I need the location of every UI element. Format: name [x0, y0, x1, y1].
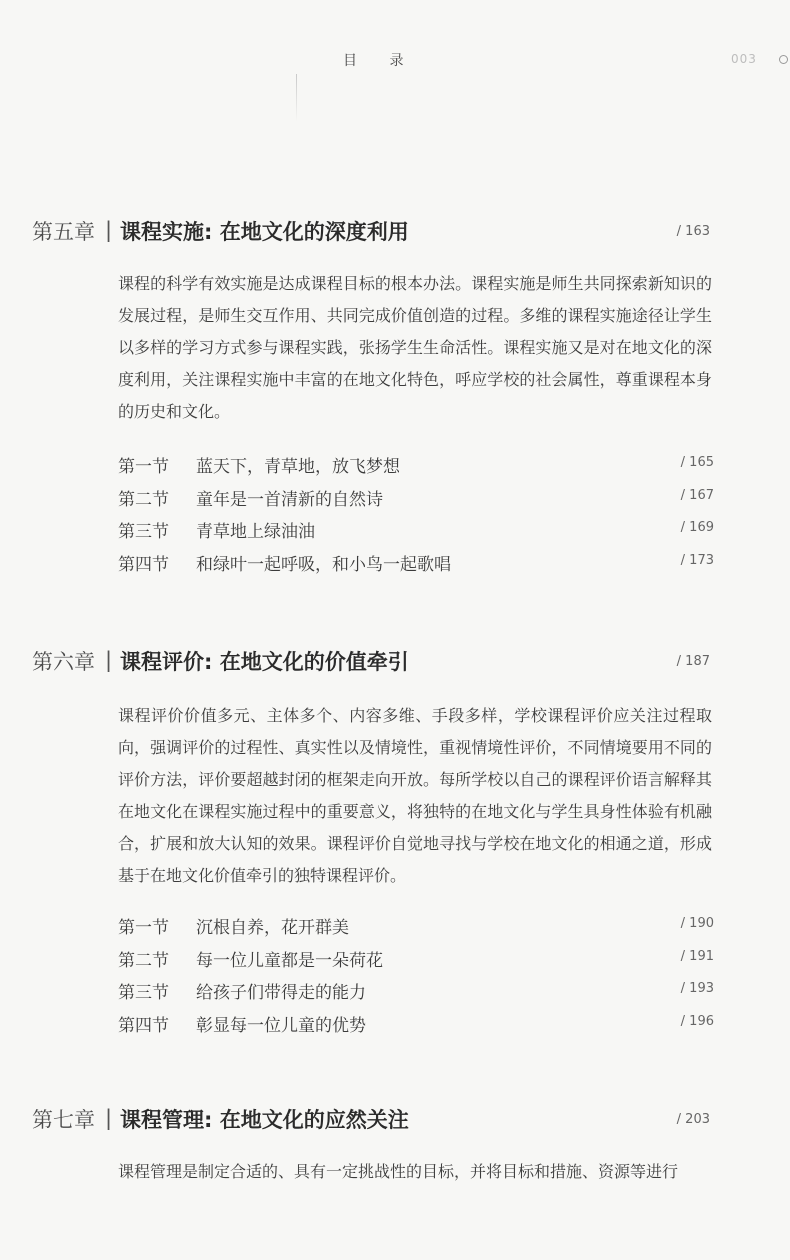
section-title: 每一位儿童都是一朵荷花: [196, 950, 383, 971]
section-entry[interactable]: [118, 452, 714, 485]
toc-title: 目 录: [343, 53, 418, 69]
section-page: / 193: [680, 981, 714, 996]
section-number: 第一节: [118, 918, 169, 938]
chapter-6: [32, 646, 716, 1036]
section-page: / 169: [680, 520, 714, 535]
section-entry[interactable]: [118, 978, 714, 1011]
section-page: / 191: [680, 948, 714, 964]
circle-mark-icon: [779, 55, 788, 64]
decorative-line: [296, 74, 297, 122]
section-title: 和绿叶一起呼吸，和小鸟一起歌唱: [196, 554, 451, 575]
section-title: 彰显每一位儿童的优势: [196, 1015, 366, 1036]
section-title: 沉根自养，花开群美: [196, 918, 349, 938]
chapter-label: 第六章: [32, 650, 95, 674]
section-page: / 196: [680, 1013, 714, 1029]
chapter-page: / 163: [676, 224, 710, 239]
chapter-label: 第五章: [32, 220, 95, 244]
section-title: 给孩子们带得走的能力: [196, 983, 366, 1003]
chapter-heading[interactable]: [32, 1104, 716, 1138]
section-number: 第二节: [118, 489, 169, 510]
chapter-7: [32, 1104, 716, 1181]
chapter-description: 课程的科学有效实施是达成课程目标的根本办法。课程实施是师生共同探索新知识的发展过程，是师生交互作用、共同完成价值创造的过程。多维的课程实施途径让学生以多样的学习方式参与课程实践，张扬学生生命活性。课程实施又是对在地文化的深度利用，关注课程实施中丰富的在地文化特色，呼应学校的社会属性，尊重课程本身的历史和文化。: [118, 274, 712, 421]
chapter-title: 课程管理: 在地文化的应然关注: [120, 1108, 409, 1132]
section-page: / 167: [680, 487, 714, 503]
page-number: 003: [731, 52, 757, 66]
chapter-title: 课程实施: 在地文化的深度利用: [120, 220, 409, 244]
separator-bar: |: [105, 648, 113, 672]
section-number: 第二节: [118, 950, 169, 971]
chapter-description: 课程管理是制定合适的、具有一定挑战性的目标，并将目标和措施、资源等进行: [118, 1162, 679, 1181]
separator-bar: |: [105, 1106, 113, 1130]
section-list: [118, 452, 714, 582]
separator-bar: |: [105, 218, 113, 242]
section-entry[interactable]: [118, 946, 714, 979]
chapter-page: / 203: [676, 1112, 710, 1127]
section-number: 第四节: [118, 554, 169, 575]
section-title: 蓝天下，青草地，放飞梦想: [196, 457, 400, 477]
chapter-heading[interactable]: [32, 216, 716, 250]
section-number: 第一节: [118, 457, 169, 477]
section-entry[interactable]: [118, 550, 714, 583]
section-number: 第四节: [118, 1015, 169, 1036]
chapter-title: 课程评价: 在地文化的价值牵引: [120, 650, 409, 674]
section-entry[interactable]: [118, 517, 714, 550]
section-entry[interactable]: [118, 485, 714, 518]
section-title: 青草地上绿油油: [196, 522, 315, 542]
section-page: / 165: [680, 455, 714, 470]
section-list: [118, 913, 714, 1043]
chapter-description: 课程评价价值多元、主体多个、内容多维、手段多样，学校课程评价应关注过程取向，强调评价的过程性、真实性以及情境性，重视情境性评价，不同情境要用不同的评价方法，评价要超越封闭的框架走向开放。每所学校以自己的课程评价语言解释其在地文化在课程实施过程中的重要意义，将独特的在地文化与学生具身性体验有机融合，扩展和放大认知的效果。课程评价自觉地寻找与学校在地文化的相通之道，形成基于在地文化价值牵引的独特课程评价。: [118, 706, 712, 885]
section-page: / 173: [680, 552, 714, 568]
section-page: / 190: [680, 916, 714, 931]
section-number: 第三节: [118, 522, 169, 542]
chapter-heading[interactable]: [32, 646, 716, 680]
chapter-label: 第七章: [32, 1108, 95, 1132]
section-entry[interactable]: [118, 1011, 714, 1044]
section-title: 童年是一首清新的自然诗: [196, 489, 383, 510]
chapter-5: [32, 216, 716, 575]
chapter-page: / 187: [676, 654, 710, 669]
section-entry[interactable]: [118, 913, 714, 946]
section-number: 第三节: [118, 983, 169, 1003]
